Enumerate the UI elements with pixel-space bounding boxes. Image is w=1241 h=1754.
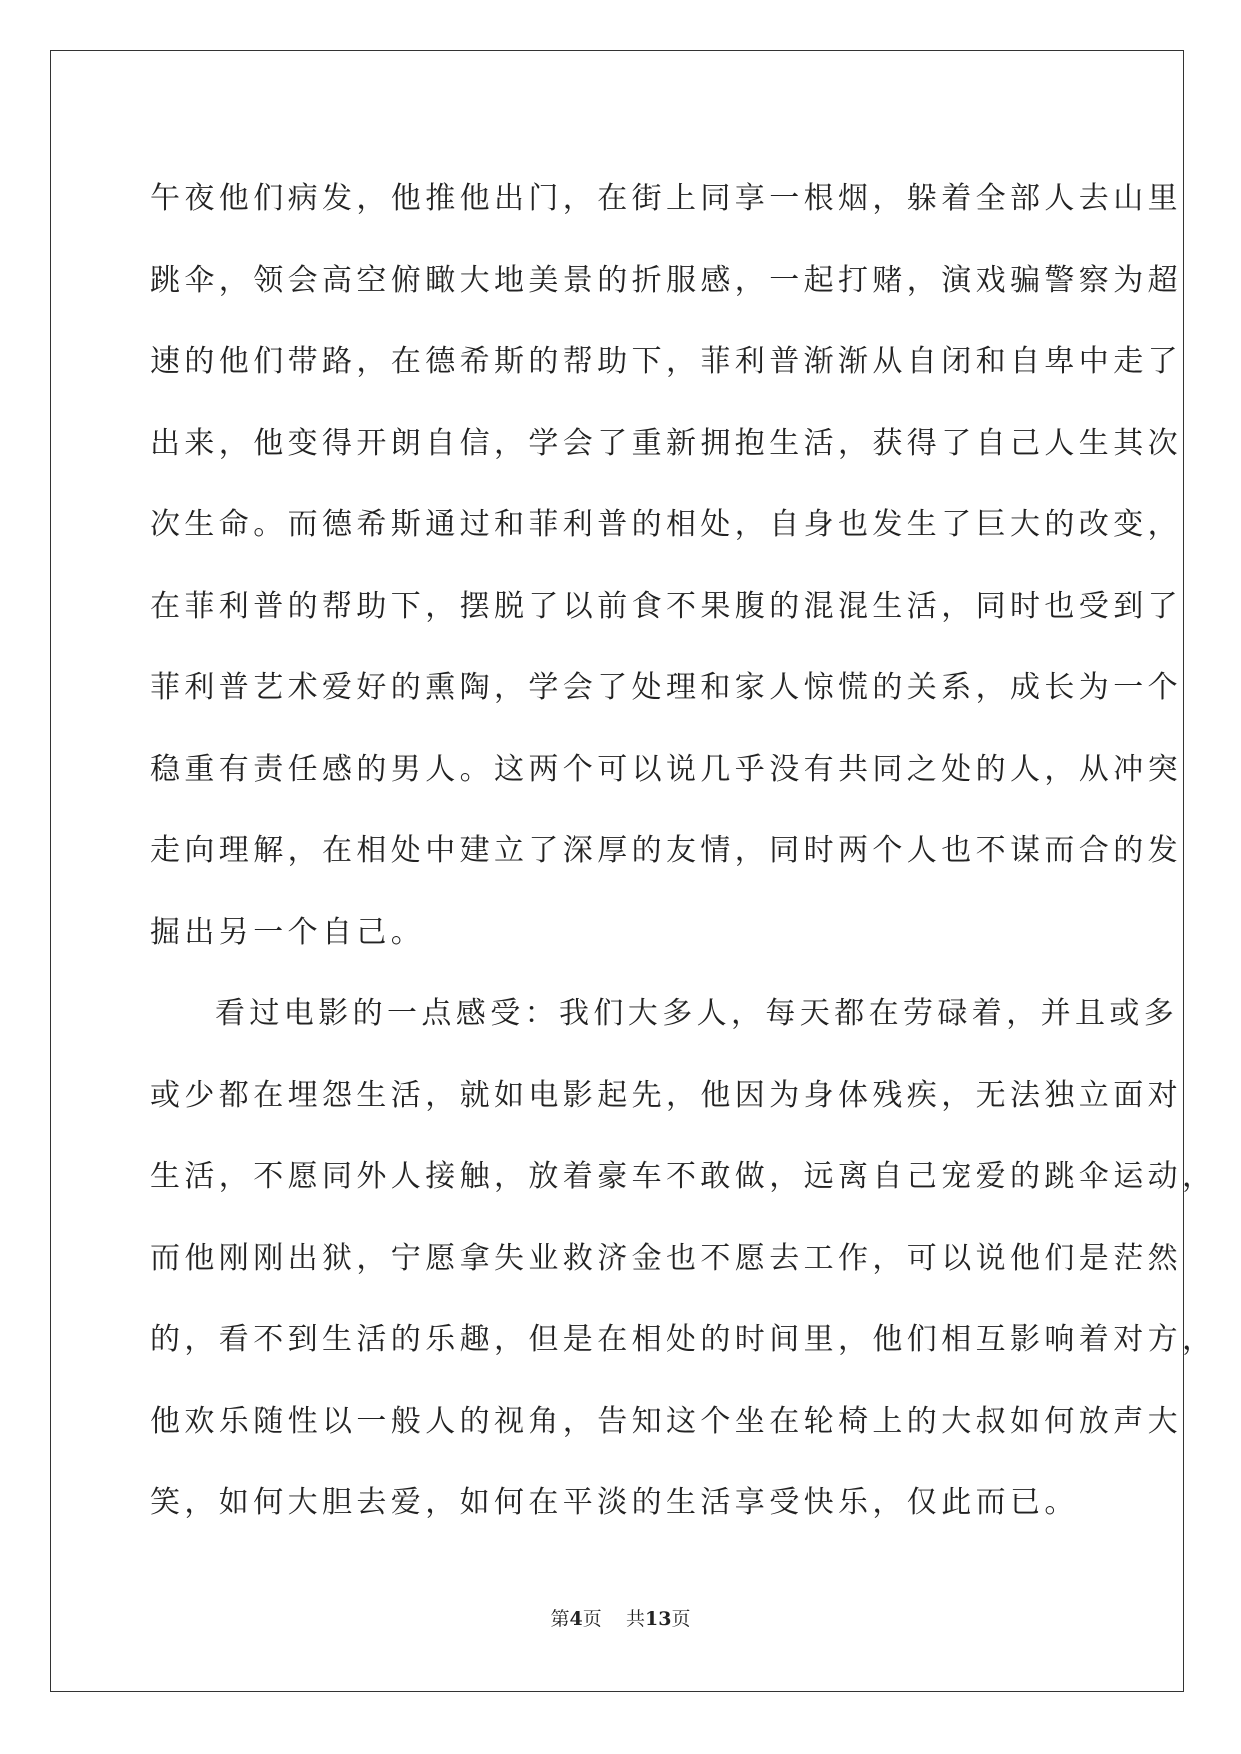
text-line: 稳重有责任感的男人。这两个可以说几乎没有共同之处的人，从冲突 bbox=[150, 751, 1182, 787]
text-line: 走向理解，在相处中建立了深厚的友情，同时两个人也不谋而合的发 bbox=[150, 833, 1182, 868]
text-line: 或少都在埋怨生活，就如电影起先，他因为身体残疾，无法独立面对 bbox=[150, 1077, 1182, 1113]
text-line: 速的他们带路，在德希斯的帮助下，菲利普渐渐从自闭和自卑中走了 bbox=[150, 344, 1182, 379]
text-line: 的，看不到生活的乐趣，但是在相处的时间里，他们相互影响着对方， bbox=[150, 1322, 1217, 1357]
text-line: 在菲利普的帮助下，摆脱了以前食不果腹的混混生活，同时也受到了 bbox=[150, 588, 1182, 624]
text-line: 掘出另一个自己。 bbox=[150, 914, 426, 950]
text-line: 次生命。而德希斯通过和菲利普的相处，自身也发生了巨大的改变， bbox=[150, 507, 1182, 542]
total-pages: 13 bbox=[644, 1608, 672, 1630]
text-line: 午夜他们病发，他推他出门，在街上同享一根烟，躲着全部人去山里 bbox=[150, 181, 1182, 216]
footer-prefix: 第 bbox=[550, 1608, 570, 1630]
footer-page-suffix: 页 bbox=[582, 1608, 602, 1630]
text-line: 看过电影的一点感受：我们大多人，每天都在劳碌着，并且或多 bbox=[215, 996, 1179, 1031]
paragraph-2 bbox=[150, 973, 1217, 1544]
document-body bbox=[150, 158, 1217, 1544]
paragraph-1 bbox=[150, 158, 1182, 973]
page-footer bbox=[0, 1604, 1241, 1631]
text-line: 菲利普艺术爱好的熏陶，学会了处理和家人惊慌的关系，成长为一个 bbox=[150, 670, 1182, 705]
text-line: 笑，如何大胆去爱，如何在平淡的生活享受快乐，仅此而已。 bbox=[150, 1485, 1079, 1520]
text-line: 他欢乐随性以一般人的视角，告知这个坐在轮椅上的大叔如何放声大 bbox=[150, 1403, 1182, 1439]
text-line: 生活，不愿同外人接触，放着豪车不敢做，远离自己宠爱的跳伞运动， bbox=[150, 1159, 1217, 1194]
text-line: 而他刚刚出狱，宁愿拿失业救济金也不愿去工作，可以说他们是茫然 bbox=[150, 1240, 1182, 1276]
text-line: 跳伞，领会高空俯瞰大地美景的折服感，一起打赌，演戏骗警察为超 bbox=[150, 262, 1182, 298]
page-number: 4 bbox=[569, 1608, 583, 1630]
text-line: 出来，他变得开朗自信，学会了重新拥抱生活，获得了自己人生其次 bbox=[150, 425, 1182, 461]
footer-total-prefix: 共 bbox=[625, 1608, 645, 1630]
footer-total-suffix: 页 bbox=[671, 1608, 691, 1630]
